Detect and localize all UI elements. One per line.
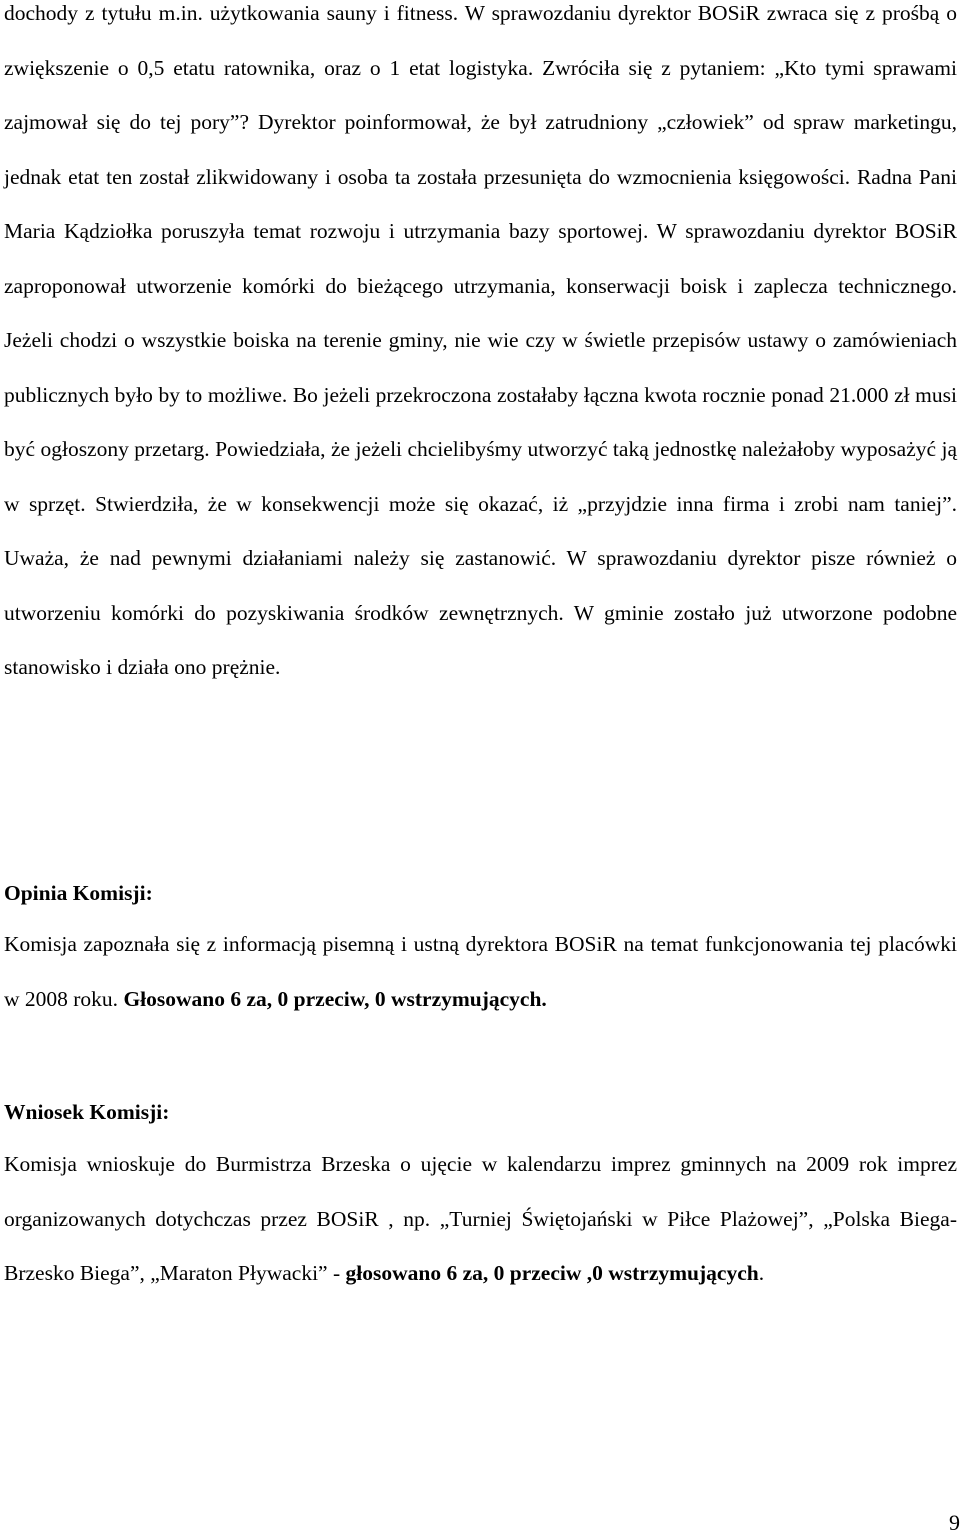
body-paragraph-text: dochody z tytułu m.in. użytkowania sauny i fitness. W sprawozdaniu dyrektor BOSiR zwraca się z prośbą o zwiększenie o 0,5 etatu ratownika, oraz o 1 etat logistyka. Zwróciła się z pytaniem: „Kto tymi sprawami zajmował się do tej pory”? Dyrektor poinformował, że był zatrudniony „człowiek” od spraw marketingu, jednak etat ten został zlikwidowany i osoba ta została przesunięta do wzmocnienia księgowości. Radna Pani Maria Kądziołka poruszyła temat rozwoju i utrzymania bazy sportowej. W sprawozdaniu dyrektor BOSiR zaproponował utworzenie komórki do bieżącego utrzymania, konserwacji boisk i zaplecza technicznego. Jeżeli chodzi o wszystkie boiska na terenie gminy, nie wie czy w świetle przepisów ustawy o zamówieniach publicznych było by to możliwe. Bo jeżeli przekroczona zostałaby łączna kwota rocznie ponad 21.000 zł musi być ogłoszony przetarg. Powiedziała, że jeżeli chcielibyśmy utworzyć taką jednostkę należałoby wyposażyć ją w sprzęt. Stwierdziła, że w konsekwencji może się okazać, iż „przyjdzie inna firma i zrobi nam taniej”. Uważa, że nad pewnymi działaniami należy się zastanowić. W sprawozdaniu dyrektor pisze również o utworzeniu komórki do pozyskiwania środków zewnętrznych. W gminie zostało już utworzone podobne stanowisko i działa ono prężnie. xyxy=(4,1,957,679)
wniosek-heading: Wniosek Komisji: xyxy=(4,1100,170,1124)
page-number: 9 xyxy=(949,1510,960,1535)
wniosek-paragraph xyxy=(4,1137,957,1301)
opinia-text: Komisja zapoznała się z informacją pisemną i ustną dyrektora BOSiR na temat funkcjonowania tej placówki w 2008 roku. xyxy=(4,932,957,1011)
opinia-heading: Opinia Komisji: xyxy=(4,881,153,905)
opinia-paragraph xyxy=(4,917,957,1026)
opinia-vote-result: Głosowano 6 za, 0 przeciw, 0 wstrzymujących. xyxy=(123,986,547,1011)
wniosek-vote-result: głosowano 6 za, 0 przeciw ,0 wstrzymujących xyxy=(345,1261,759,1285)
wniosek-end-punctuation: . xyxy=(758,1261,765,1285)
wniosek-text: Komisja wnioskuje do Burmistrza Brzeska o ujęcie w kalendarzu imprez gminnych na 2009 rok imprez organizowanych dotychczas przez BOSiR , np. „Turniej Świętojański w Piłce Plażowej”, „Polska Biega-Brzesko Biega”, „Maraton Pływacki” - xyxy=(4,1152,957,1285)
body-paragraph xyxy=(4,0,957,695)
